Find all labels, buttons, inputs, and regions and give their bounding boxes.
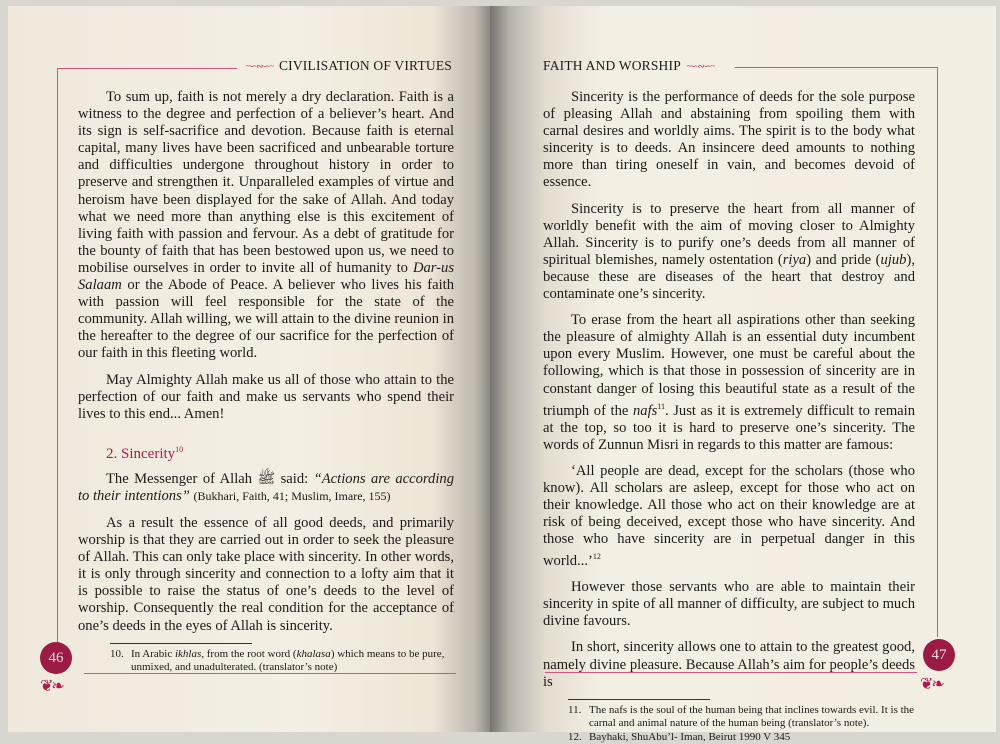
footnote-number: 10. <box>110 647 124 660</box>
footnote-text: Bayhaki, ShuAbu’l- Iman, Beirut 1990 V 345 <box>589 730 791 743</box>
paragraph: May Almighty Allah make us all of those who attain to the perfection of our faith and make us servants who spend their lives to this end... Amen! <box>78 371 454 422</box>
paragraph: However those servants who are able to maintain their sincerity in spite of all manner of difficulty, are subject to much divine favours. <box>543 579 915 630</box>
text: In Arabic <box>131 647 173 660</box>
flourish-icon: ❦❧ <box>920 676 943 693</box>
section-heading <box>106 445 454 463</box>
text: To erase from the heart all aspirations other than seeking the pleasure of almighty Allah is an essential duty incumbent upon every Muslim. However, one must be careful about the following, which is that those in possession of sincerity are in constant danger of losing this beautiful state as a result of the triumph of the <box>543 312 915 419</box>
term: nafs <box>632 402 658 419</box>
hadith-paragraph <box>78 471 454 505</box>
right-frame-side <box>937 67 938 637</box>
quote: ‘All people are dead, except for the scholars (those who know). All scholars are asleep, except for those who act on their knowledge. All those who act on their knowledge are at risk of being deceived, except those who have sincerity. And those who have sincerity are in perpetual danger in this world...’ <box>543 462 915 570</box>
left-body-2 <box>78 471 454 635</box>
heading-text: 2. Sincerity <box>106 445 176 462</box>
term: ikhlas <box>174 647 202 660</box>
quote-paragraph <box>543 463 915 570</box>
text: To sum up, faith is not merely a dry declaration. Faith is a witness to the degree and perfection of a believer’s heart. And its sign is self-sacrifice and devotion. Because faith is eternal capital, many lives have been sacrificed and unbearable torture and difficulties undergone throughout history in order to preserve and strengthen it. Unparalleled examples of virtue and heroism have been displayed for the sake of Allah. And today what we need more than anything else is this excitement of living faith with passion and fervour. As a debt of gratitude for the bounty of faith that has been bestowed upon us, we need to mobilise ourselves in order to invite all of humanity to <box>78 89 454 276</box>
paragraph <box>543 312 915 454</box>
text: The Messenger of Allah ﷺ said: <box>106 470 309 487</box>
text: . Just as it is extremely difficult to remain at the top, so too it is hard to preserve one’s sincerity. The words of Zunnun Misri in regards to this matter are famous: <box>543 402 915 453</box>
text: , from the root word ( <box>201 647 297 660</box>
citation: (Bukhari, Faith, 41; Muslim, Imare, 155) <box>193 488 391 503</box>
footnote-rule <box>568 699 710 700</box>
right-running-header: FAITH AND WORSHIP <box>543 58 681 73</box>
right-frame-top <box>735 67 938 68</box>
term: khalasa <box>296 647 331 660</box>
term: Dar-us Salaam <box>78 259 454 294</box>
footnote-12 <box>568 731 915 744</box>
footnote-number: 11. <box>568 703 582 716</box>
left-frame-top <box>57 68 237 69</box>
left-header-row <box>246 58 452 74</box>
footnote-text: The nafs is the soul of the human being that inclines towards evil. It is the carnal and animal nature of the human being (translator’s note). <box>589 703 915 730</box>
footnote-10 <box>110 648 454 675</box>
header-ornament-icon: ~∽∾∽~ <box>245 60 273 71</box>
left-frame-side <box>57 68 58 643</box>
term: riya <box>782 251 807 268</box>
paragraph <box>78 89 454 363</box>
text: or the Abode of Peace. A believer who lives his faith with passion will feel responsible for the state of the community. Allah willing, we will attain to the divine reunion in the hereafter to the degree of our sacrifice for the perfection of our faith in this fleeting world. <box>78 277 455 362</box>
right-body <box>543 89 915 691</box>
right-column <box>543 89 915 744</box>
left-running-header: CIVILISATION OF VIRTUES <box>278 58 452 73</box>
footnote-ref: 11 <box>657 401 665 411</box>
text: ), because these are diseases of the heart that destroy and contaminate one’s sincerity. <box>543 251 915 303</box>
flourish-icon: ❦❧ <box>40 678 63 695</box>
page-number-badge: 46 <box>40 642 72 674</box>
quote: “Actions are according to their intentions” <box>78 470 455 504</box>
footnote-text <box>131 648 454 675</box>
text: Sincerity is to preserve the heart from all manner of worldly benefit with the aim of moving closer to Almighty Allah. Sincerity is to purify one’s deeds from all manner of spiritual blemishes, namely ostentation ( <box>543 200 915 268</box>
paragraph: In short, sincerity allows one to attain to the greatest good, namely divine pleasure. Because Allah’s aim for people’s deeds is <box>543 639 915 690</box>
paragraph <box>543 201 915 304</box>
paragraph: As a result the essence of all good deeds, and primarily worship is that they are carried out in order to seek the pleasure of Allah. This can only take place with sincerity. In other words, it is only through sincerity and connection to a lofty aim that it is possible to raise the status of one’s deeds to the level of worship. Consequently the real condition for the acceptance of one’s deeds in the eyes of Allah is sincerity. <box>78 514 454 634</box>
footnote-ref: 10 <box>175 444 184 454</box>
footnote-number: 12. <box>568 730 582 743</box>
left-column <box>78 89 454 675</box>
term: ujub <box>880 251 907 268</box>
right-header-row <box>543 58 714 74</box>
header-ornament-icon: ~∽∾∽~ <box>686 60 715 71</box>
page-number-badge: 47 <box>923 639 955 671</box>
footnote-11 <box>568 704 915 731</box>
footnote-ref: 12 <box>592 552 601 562</box>
text: ) which means to be pure, unmixed, and unadulterated. (translator’s note) <box>131 647 445 674</box>
paragraph: Sincerity is the performance of deeds for the sole purpose of pleasing Allah and abstaining from spoiling them with carnal desires and worldly aims. The spirit is to the body what sincerity is to deeds. An insincere deed amounts to nothing more than tiring oneself in vain, and becomes devoid of essence. <box>543 89 915 191</box>
text: ) and pride ( <box>806 251 881 268</box>
left-body-1 <box>78 89 454 423</box>
footnote-rule <box>110 643 252 644</box>
